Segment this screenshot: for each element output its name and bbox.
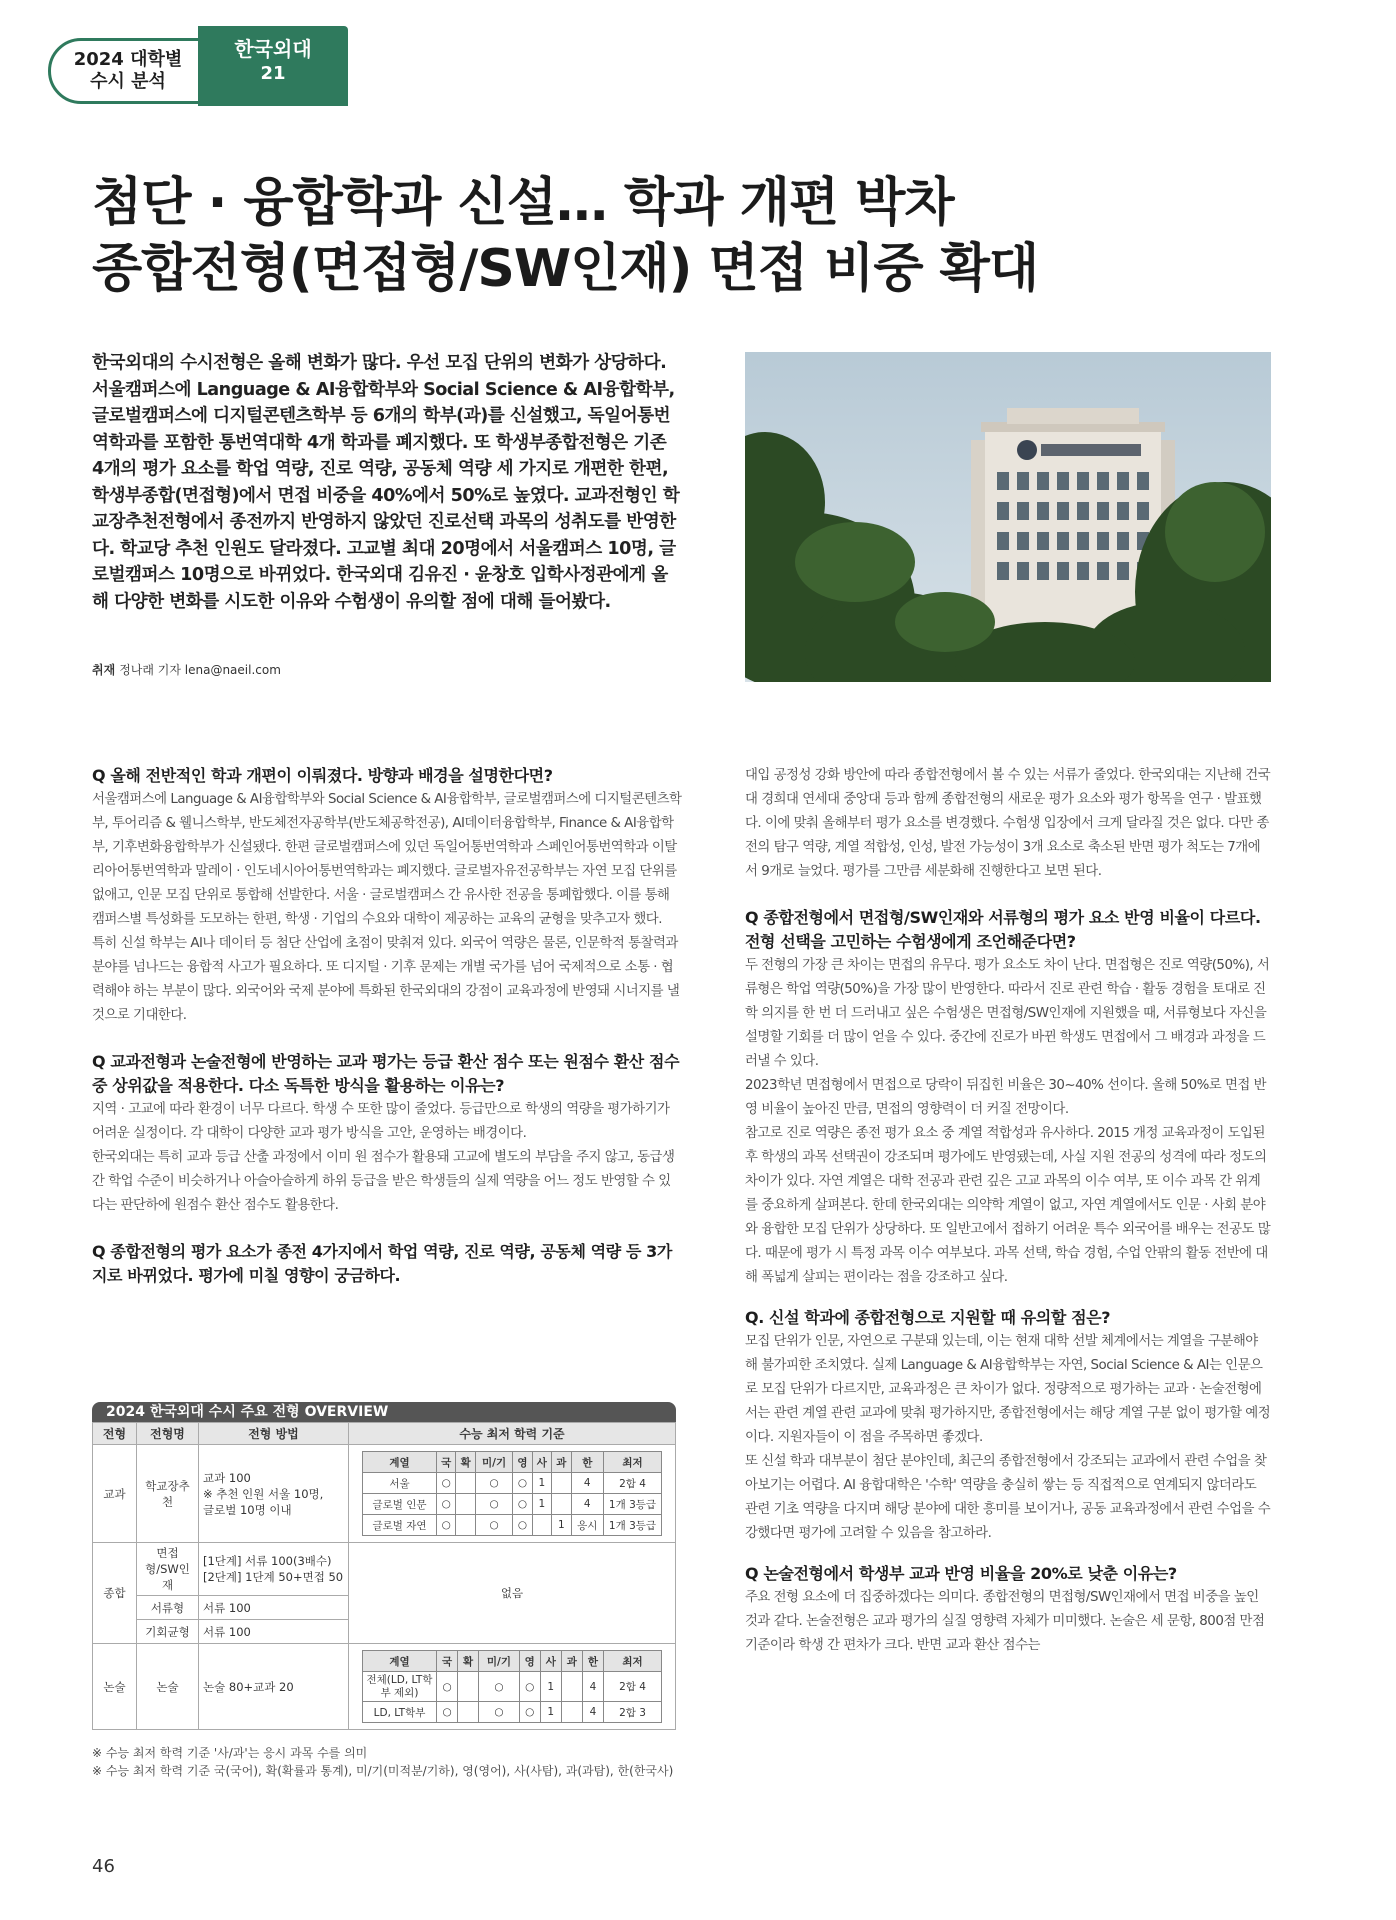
min-subtable-g3	[362, 1650, 662, 1723]
question-6: Q 논술전형에서 학생부 교과 반영 비율을 20%로 낮춘 이유는?	[745, 1564, 1177, 1583]
badge-year-label: 2024 대학별	[73, 49, 183, 70]
section-badge	[48, 26, 350, 112]
question-5: Q. 신설 학과에 종합전형으로 지원할 때 유의할 점은?	[745, 1308, 1111, 1327]
table-title: 2024 한국외대 수시 주요 전형 OVERVIEW	[92, 1402, 676, 1422]
cell-name: 학교장추천	[137, 1445, 199, 1543]
cell-type: 논술	[93, 1644, 137, 1730]
subtable-header: 계열 국 확 미/기 영 사 과 한 최저	[363, 1452, 662, 1473]
intro-paragraph: 한국외대의 수시전형은 올해 변화가 많다. 우선 모집 단위의 변화가 상당하다. 서울캠퍼스에 Language & AI융합학부와 Social Science & AI융합학부, 글로벌캠퍼스에 디지털콘텐츠학부 등 6개의 학부(과)를 신설했고, 독일어통번역학과를 포함한 통번역대학 4개 학과를 폐지했다. 또 학생부종합전형은 기존 4개의 평가 요소를 학업 역량, 진로 역량, 공동체 역량 세 가지로 개편한 한편, 학생부종합(면접형)에서 면접 비중을 40%에서 50%로 높였다. 교과전형인 학교장추천전형에서 종전까지 반영하지 않았던 진로선택 과목의 성취도를 반영한다. 학교당 추천 인원도 달라졌다. 고교별 최대 20명에서 서울캠퍼스 10명, 글로벌캠퍼스 10명으로 바뀌었다. 한국외대 김유진 · 윤창호 입학사정관에게 올해 다양한 변화를 시도한 이유와 수험생이 유의할 점에 대해 들어봤다.	[92, 353, 680, 612]
cell-method: 논술 80+교과 20	[199, 1644, 349, 1730]
cell-name: 서류형	[137, 1596, 199, 1620]
answer-5-part-2: 또 신설 학과 대부분이 첨단 분야인데, 최근의 종합전형에서 강조되는 교과에서 관련 수업을 찾아보기는 어렵다. AI 융합대학은 '수학' 역량을 충실히 쌓는 등 직접적으로 연계되지 않더라도 관련 기초 역량을 다지며 해당 분야에 대한 흥미를 보이거나, 공동 교육과정에서 관련 수업을 수강했다면 평가에 고려할 수 있음을 참고하라.	[745, 1454, 1271, 1541]
article-intro	[92, 350, 682, 615]
building-illustration	[745, 352, 1271, 682]
note-2: ※ 수능 최저 학력 기준 국(국어), 확(확률과 통계), 미/기(미적분/기하), 영(영어), 사(사탐), 과(과탐), 한(한국사)	[92, 1764, 674, 1778]
overview-table	[92, 1402, 676, 1730]
answer-1-part-1: 서울캠퍼스에 Language & AI융합학부와 Social Science & AI융합학부, 글로벌캠퍼스에 디지털콘텐츠학부, 투어리즘 & 웰니스학부, 반도체전자공학부(반도체공학전공), AI데이터융합학부, Finance & AI융합학부, 기후변화융합학부가 신설됐다. 한편 글로벌캠퍼스에 있던 독일어통번역학과 스페인어통번역학과 이탈리아어통번역학과 말레이 · 인도네시아어통번역학과는 폐지했다. 글로벌자유전공학부는 자연 모집 단위를 없애고, 인문 모집 단위로 통합해 선발한다. 서울 · 글로벌캠퍼스 간 유사한 전공을 통폐합했다. 이를 통해 캠퍼스별 특성화를 도모하는 한편, 학생 · 기업의 수요와 대학이 제공하는 교육의 균형을 맞추고자 했다.	[92, 792, 682, 927]
cell-min-none: 없음	[349, 1543, 676, 1644]
headline-line-2: 종합전형(면접형/SW인재) 면접 비중 확대	[92, 239, 1039, 299]
header-method: 전형 방법	[199, 1423, 349, 1445]
table-row	[93, 1445, 676, 1543]
cell-name: 면접형/SW인재	[137, 1543, 199, 1596]
badge-series	[48, 38, 208, 104]
question-1: Q 올해 전반적인 학과 개편이 이뤄졌다. 방향과 배경을 설명한다면?	[92, 766, 553, 785]
table-row	[93, 1543, 676, 1596]
subtable-header: 계열 국 확 미/기 영 사 과 한 최저	[363, 1651, 662, 1672]
answer-3: 대입 공정성 강화 방안에 따라 종합전형에서 볼 수 있는 서류가 줄었다. 한국외대는 지난해 건국대 경희대 연세대 중앙대 등과 함께 종합전형의 새로운 평가 요소와 평가 항목을 연구 · 발표했다. 이에 맞춰 올해부터 평가 요소를 변경했다. 수험생 입장에서 크게 달라질 것은 없다. 다만 종전의 탐구 역량, 계열 적합성, 인성, 발전 가능성이 3개 요소로 축소된 반면 평가 척도는 7개에서 9개로 늘었다. 평가를 그만큼 세분화해 진행한다고 보면 된다.	[745, 768, 1271, 879]
subtable-row: 전체(LD, LT학부 제외) ○ ○ ○ 1 4 2합 4	[363, 1672, 662, 1702]
header-type: 전형	[93, 1423, 137, 1445]
cell-name: 기회균형	[137, 1620, 199, 1644]
question-2: Q 교과전형과 논술전형에 반영하는 교과 평가는 등급 환산 점수 또는 원점수 환산 점수 중 상위값을 적용한다. 다소 독특한 방식을 활용하는 이유는?	[92, 1052, 680, 1095]
table-notes	[92, 1744, 676, 1780]
subtable-row: 글로벌 인문 ○ ○ ○ 1 4 1개 3등급	[363, 1494, 662, 1515]
answer-4-part-1: 두 전형의 가장 큰 차이는 면접의 유무다. 평가 요소도 차이 난다. 면접형은 진로 역량(50%), 서류형은 학업 역량(50%)을 가장 많이 반영한다. 따라서 진로 관련 학습 · 활동 경험을 토대로 진학 의지를 한 번 더 드러내고 싶은 수험생은 면접형/SW인재에 지원했을 때, 서류형보다 자신을 설명할 기회를 더 많이 얻을 수 있다. 중간에 진로가 바뀐 학생도 면접에서 그 배경과 과정을 드러낼 수 있다.	[745, 958, 1270, 1069]
right-column	[745, 764, 1271, 1658]
byline	[92, 661, 281, 678]
subtable-row: 서울 ○ ○ ○ 1 4 2합 4	[363, 1473, 662, 1494]
article-headline	[92, 170, 1312, 302]
badge-section-label: 수시 분석	[90, 71, 166, 92]
byline-text: 정나래 기자 lena@naeil.com	[119, 663, 281, 677]
subtable-row: 글로벌 자연 ○ ○ ○ 1 응시 1개 3등급	[363, 1515, 662, 1536]
badge-school	[198, 26, 348, 106]
answer-2-part-1: 지역 · 고교에 따라 환경이 너무 다르다. 학생 수 또한 많이 줄었다. 등급만으로 학생의 역량을 평가하기가 어려운 실정이다. 각 대학이 다양한 교과 평가 방식을 고안, 운영하는 배경이다.	[92, 1102, 670, 1141]
answer-4-part-3: 참고로 진로 역량은 종전 평가 요소 중 계열 적합성과 유사하다. 2015 개정 교육과정이 도입된 후 학생의 과목 선택권이 강조되며 평가에도 반영됐는데, 사실 지원 전공의 성격에 따라 정도의 차이가 있다. 자연 계열은 대학 전공과 관련 깊은 고교 과목의 이수 여부, 또 이수 과목 간 위계를 중요하게 살펴본다. 한데 한국외대는 의약학 계열이 없고, 자연 계열에서도 인문 · 사회 분야와 융합한 모집 단위가 상당하다. 또 일반고에서 접하기 어려운 특수 외국어를 배우는 전공도 많다. 때문에 평가 시 특정 과목 이수 여부보다. 과목 선택, 학습 경험, 수업 안팎의 활동 전반에 대해 폭넓게 살피는 편이라는 점을 강조하고 싶다.	[745, 1126, 1271, 1285]
note-1: ※ 수능 최저 학력 기준 '사/과'는 응시 과목 수를 의미	[92, 1746, 368, 1760]
answer-1-part-2: 특히 신설 학부는 AI나 데이터 등 첨단 산업에 초점이 맞춰져 있다. 외국어 역량은 물론, 인문학적 통찰력과 분야를 넘나드는 융합적 사고가 필요하다. 또 디지털 · 기후 문제는 개별 국가를 넘어 국제적으로 소통 · 협력해야 하는 부분이 많다. 외국어와 국제 분야에 특화된 한국외대의 강점이 교육과정에 반영돼 시너지를 낼 것으로 기대한다.	[92, 936, 680, 1023]
cell-name: 논술	[137, 1644, 199, 1730]
overview-main-table	[92, 1422, 676, 1730]
answer-4-part-2: 2023학년 면접형에서 면접으로 당락이 뒤집힌 비율은 30~40% 선이다. 올해 50%로 면접 반영 비율이 높아진 만큼, 면접의 영향력이 더 커질 전망이다.	[745, 1078, 1267, 1117]
table-row	[93, 1644, 676, 1730]
subtable-row: LD, LT학부 ○ ○ ○ 1 4 2합 3	[363, 1702, 662, 1723]
min-subtable-g1	[362, 1451, 662, 1536]
page-number: 46	[92, 1856, 115, 1877]
badge-number: 21	[260, 63, 286, 84]
question-4: Q 종합전형에서 면접형/SW인재와 서류형의 평가 요소 반영 비율이 다르다. 전형 선택을 고민하는 수험생에게 조언해준다면?	[745, 908, 1261, 951]
badge-school-name: 한국외대	[234, 37, 312, 61]
cell-method: 서류 100	[199, 1620, 349, 1644]
header-min: 수능 최저 학력 기준	[349, 1423, 676, 1445]
answer-6: 주요 전형 요소에 더 집중하겠다는 의미다. 종합전형의 면접형/SW인재에서 면접 비중을 높인 것과 같다. 논술전형은 교과 평가의 실질 영향력 자체가 미미했다. 논술은 세 문항, 800점 만점 기준이라 학생 간 편차가 크다. 반면 교과 환산 점수는	[745, 1590, 1265, 1653]
header-name: 전형명	[137, 1423, 199, 1445]
answer-5-part-1: 모집 단위가 인문, 자연으로 구분돼 있는데, 이는 현재 대학 선발 체계에서는 계열을 구분해야 해 불가피한 조치였다. 실제 Language & AI융합학부는 자연, Social Science & AI는 인문으로 모집 단위가 다르지만, 교육과정은 큰 차이가 없다. 정량적으로 평가하는 교과 · 논술전형에서는 관련 계열 관련 교과에 맞춰 평가하지만, 종합전형에서는 해당 계열 구분 없이 평가할 예정이다. 지원자들이 이 점을 주목하면 좋겠다.	[745, 1334, 1271, 1445]
headline-line-1: 첨단 · 융합학과 신설… 학과 개편 박차	[92, 173, 954, 233]
cell-type: 종합	[93, 1543, 137, 1644]
byline-label: 취재	[92, 663, 116, 677]
cell-method: [1단계] 서류 100(3배수) [2단계] 1단계 50+면접 50	[199, 1543, 349, 1596]
cell-type: 교과	[93, 1445, 137, 1543]
table-header-row	[93, 1423, 676, 1445]
left-column	[92, 764, 682, 1288]
cell-method: 교과 100 ※ 추천 인원 서울 10명, 글로벌 10명 이내	[199, 1445, 349, 1543]
answer-2-part-2: 한국외대는 특히 교과 등급 산출 과정에서 이미 원 점수가 활용돼 고교에 별도의 부담을 주지 않고, 동급생 간 학업 수준이 비슷하거나 아슬아슬하게 하위 등급을 받은 학생들의 실제 역량을 어느 정도 반영할 수 있다는 판단하에 원점수 환산 점수도 활용한다.	[92, 1150, 675, 1213]
cell-method: 서류 100	[199, 1596, 349, 1620]
campus-building-photo	[745, 352, 1271, 682]
question-3: Q 종합전형의 평가 요소가 종전 4가지에서 학업 역량, 진로 역량, 공동체 역량 등 3가지로 바뀌었다. 평가에 미칠 영향이 궁금하다.	[92, 1242, 672, 1285]
